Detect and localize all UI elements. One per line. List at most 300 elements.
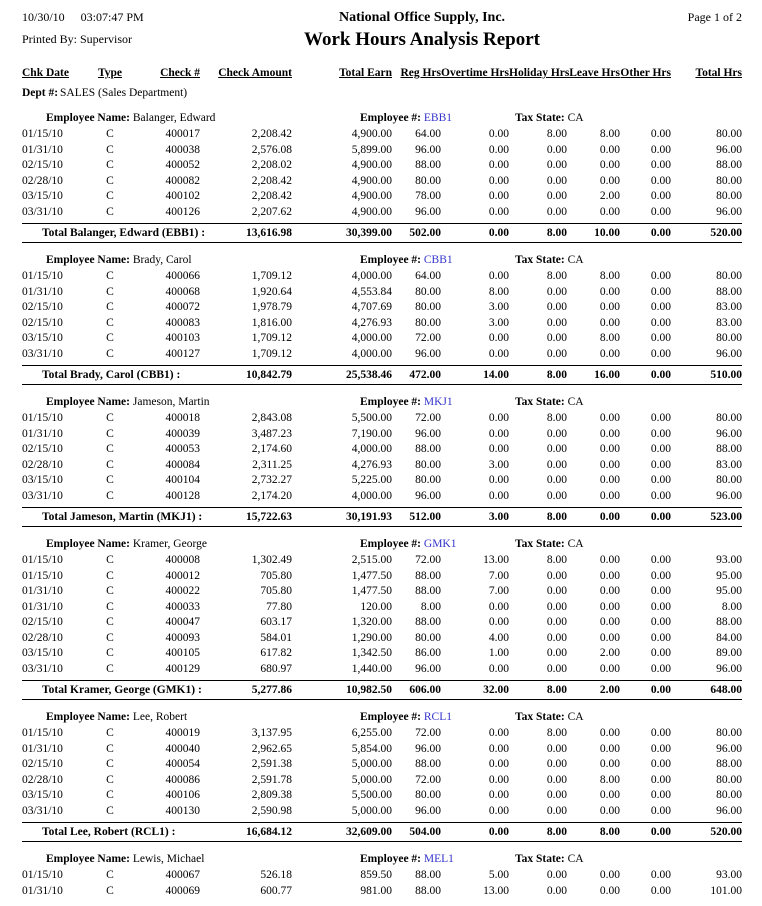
employee-rows — [22, 411, 742, 504]
row-cell: 400033 — [165, 600, 200, 613]
row-cell: 0.00 — [488, 174, 509, 187]
row-cell: 96.00 — [716, 205, 742, 218]
row-cell: 03/31/10 — [22, 205, 63, 218]
employee-total-label: Total Lee, Robert (RCL1) : — [42, 826, 176, 838]
employee-number: Employee #: MEL1 — [360, 853, 454, 865]
row-cell: 93.00 — [716, 869, 742, 881]
row-cell: 96.00 — [415, 489, 441, 502]
row-cell: 400128 — [165, 489, 200, 502]
row-cell: 5.00 — [488, 869, 509, 881]
employee-rows — [22, 127, 742, 220]
column-header-10: Other Hrs — [620, 67, 671, 79]
row-cell: 0.00 — [650, 489, 671, 502]
row-cell: 0.00 — [650, 804, 671, 817]
employees-container — [22, 110, 742, 899]
row-cell: C — [106, 443, 114, 455]
row-cell: 400038 — [165, 143, 200, 156]
row-cell: 03/15/10 — [22, 474, 63, 486]
row-cell: 400093 — [165, 631, 200, 644]
row-cell: 400039 — [165, 427, 200, 440]
row-cell: 0.00 — [599, 159, 620, 171]
row-cell: C — [106, 804, 114, 817]
row-cell: 0.00 — [650, 616, 671, 628]
row-cell: 96.00 — [716, 742, 742, 755]
row-cell: 8.00 — [488, 285, 509, 298]
row-cell: 02/15/10 — [22, 301, 63, 313]
check-row — [22, 300, 742, 316]
row-cell: 0.00 — [546, 316, 567, 329]
employee-total-label: Total Brady, Carol (CBB1) : — [42, 369, 181, 381]
row-cell: 400052 — [165, 159, 200, 171]
row-cell: 93.00 — [716, 554, 742, 566]
row-cell: 5,000.00 — [351, 773, 392, 786]
row-cell: 4,900.00 — [351, 159, 392, 171]
total-cell: 510.00 — [710, 369, 742, 381]
row-cell: 1,320.00 — [351, 616, 392, 628]
check-row — [22, 411, 742, 427]
column-header-8: Holiday Hrs — [509, 67, 570, 79]
row-cell: 02/15/10 — [22, 758, 63, 770]
row-cell: 400127 — [165, 347, 200, 360]
row-cell: 0.00 — [650, 647, 671, 659]
row-cell: 705.80 — [260, 569, 292, 582]
row-cell: 0.00 — [546, 159, 567, 171]
row-cell: 400017 — [165, 128, 200, 140]
row-cell: 8.00 — [546, 554, 567, 566]
row-cell: 77.80 — [266, 600, 292, 613]
row-cell: 0.00 — [488, 270, 509, 282]
row-cell: 96.00 — [415, 804, 441, 817]
row-cell: 96.00 — [415, 143, 441, 156]
row-cell: 0.00 — [599, 662, 620, 675]
row-cell: 1.00 — [488, 647, 509, 659]
row-cell: 03/15/10 — [22, 789, 63, 801]
row-cell: 0.00 — [650, 128, 671, 140]
row-cell: 4,553.84 — [351, 285, 392, 298]
row-cell: 0.00 — [599, 631, 620, 644]
row-cell: 0.00 — [546, 143, 567, 156]
row-cell: 0.00 — [546, 662, 567, 675]
row-cell: 2,962.65 — [251, 742, 292, 755]
row-cell: 0.00 — [488, 159, 509, 171]
row-cell: 0.00 — [488, 332, 509, 344]
row-cell: C — [106, 174, 114, 187]
row-cell: 01/15/10 — [22, 554, 63, 566]
check-row — [22, 804, 742, 820]
row-cell: 0.00 — [546, 804, 567, 817]
row-cell: 400072 — [165, 301, 200, 313]
row-cell: 2,208.42 — [251, 128, 292, 140]
row-cell: 72.00 — [415, 554, 441, 566]
row-cell: 0.00 — [488, 443, 509, 455]
total-cell: 8.00 — [546, 826, 567, 838]
row-cell: 0.00 — [599, 285, 620, 298]
total-cell: 0.00 — [650, 826, 671, 838]
row-cell: 603.17 — [260, 616, 292, 628]
total-cell: 606.00 — [409, 684, 441, 696]
row-cell: 0.00 — [488, 128, 509, 140]
row-cell: 02/15/10 — [22, 316, 63, 329]
row-cell: 400084 — [165, 458, 200, 471]
row-cell: 0.00 — [650, 412, 671, 424]
employee-number: Employee #: RCL1 — [360, 711, 453, 723]
row-cell: 96.00 — [716, 804, 742, 817]
row-cell: 72.00 — [415, 332, 441, 344]
employee-header — [22, 252, 742, 268]
row-cell: 0.00 — [650, 600, 671, 613]
row-cell: 4,000.00 — [351, 332, 392, 344]
row-cell: 8.00 — [599, 332, 620, 344]
row-cell: 0.00 — [488, 205, 509, 218]
row-cell: 2,208.42 — [251, 190, 292, 202]
row-cell: 4,000.00 — [351, 443, 392, 455]
column-header-4: Check Amount — [218, 67, 292, 79]
total-cell: 0.00 — [650, 369, 671, 381]
row-cell: 4.00 — [488, 631, 509, 644]
row-cell: 2,576.08 — [251, 143, 292, 156]
employee-total-row — [22, 822, 742, 842]
row-cell: 80.00 — [716, 190, 742, 202]
row-cell: 0.00 — [650, 773, 671, 786]
row-cell: 02/28/10 — [22, 458, 63, 471]
row-cell: 1,920.64 — [251, 285, 292, 298]
row-cell: 400130 — [165, 804, 200, 817]
row-cell: 02/28/10 — [22, 631, 63, 644]
row-cell: 80.00 — [415, 285, 441, 298]
row-cell: 80.00 — [716, 174, 742, 187]
column-header-3: Check # — [160, 67, 200, 79]
row-cell: C — [106, 884, 114, 897]
row-cell: 0.00 — [488, 489, 509, 502]
row-cell: 0.00 — [546, 458, 567, 471]
total-cell: 8.00 — [546, 684, 567, 696]
row-cell: C — [106, 727, 114, 739]
row-cell: 83.00 — [716, 458, 742, 471]
row-cell: C — [106, 554, 114, 566]
row-cell: 0.00 — [599, 789, 620, 801]
total-cell: 0.00 — [650, 511, 671, 523]
row-cell: 400053 — [165, 443, 200, 455]
total-cell: 3.00 — [488, 511, 509, 523]
row-cell: 400086 — [165, 773, 200, 786]
check-row — [22, 174, 742, 190]
row-cell: 0.00 — [650, 205, 671, 218]
total-cell: 472.00 — [409, 369, 441, 381]
row-cell: 0.00 — [546, 332, 567, 344]
column-header-11: Total Hrs — [695, 67, 742, 79]
report-time: 03:07:47 PM — [80, 10, 144, 24]
total-cell: 16.00 — [594, 369, 620, 381]
row-cell: 1,477.50 — [351, 585, 392, 597]
employee-tax-state: Tax State: CA — [515, 254, 584, 266]
company-name: National Office Supply, Inc. — [338, 10, 506, 25]
check-row — [22, 489, 742, 505]
row-cell: 8.00 — [546, 128, 567, 140]
row-cell: 0.00 — [599, 205, 620, 218]
row-cell: 400047 — [165, 616, 200, 628]
row-cell: 83.00 — [716, 316, 742, 329]
row-cell: 96.00 — [716, 347, 742, 360]
check-row — [22, 868, 742, 884]
row-cell: 88.00 — [415, 585, 441, 597]
row-cell: C — [106, 143, 114, 156]
row-cell: 96.00 — [716, 489, 742, 502]
check-row — [22, 788, 742, 804]
row-cell: 01/15/10 — [22, 270, 63, 282]
employee-tax-state: Tax State: CA — [515, 538, 584, 550]
employee-rows — [22, 269, 742, 362]
row-cell: 0.00 — [546, 585, 567, 597]
row-cell: 88.00 — [415, 443, 441, 455]
row-cell: 88.00 — [415, 616, 441, 628]
row-cell: 101.00 — [710, 884, 742, 897]
row-cell: 72.00 — [415, 727, 441, 739]
row-cell: 2,732.27 — [251, 474, 292, 486]
total-cell: 32,609.00 — [346, 826, 392, 838]
row-cell: 5,500.00 — [351, 789, 392, 801]
row-cell: 72.00 — [415, 412, 441, 424]
row-cell: 64.00 — [415, 128, 441, 140]
employee-name: Employee Name: Kramer, George — [46, 538, 207, 550]
employee-rows — [22, 553, 742, 677]
check-row — [22, 331, 742, 347]
row-cell: 0.00 — [488, 190, 509, 202]
employee-total-row — [22, 680, 742, 700]
row-cell: 0.00 — [650, 347, 671, 360]
check-row — [22, 189, 742, 205]
employee-total-label: Total Jameson, Martin (MKJ1) : — [42, 511, 203, 523]
total-cell: 648.00 — [710, 684, 742, 696]
row-cell: C — [106, 316, 114, 329]
employee-section — [22, 851, 742, 899]
row-cell: 0.00 — [488, 347, 509, 360]
row-cell: 0.00 — [546, 758, 567, 770]
row-cell: 88.00 — [716, 159, 742, 171]
check-row — [22, 458, 742, 474]
row-cell: 01/31/10 — [22, 600, 63, 613]
row-cell: C — [106, 190, 114, 202]
row-cell: 0.00 — [650, 174, 671, 187]
check-row — [22, 553, 742, 569]
check-row — [22, 127, 742, 143]
row-cell: C — [106, 758, 114, 770]
row-cell: 0.00 — [599, 585, 620, 597]
check-row — [22, 285, 742, 301]
row-cell: 03/15/10 — [22, 190, 63, 202]
row-cell: 84.00 — [716, 631, 742, 644]
employee-section — [22, 394, 742, 527]
row-cell: 0.00 — [488, 427, 509, 440]
row-cell: 0.00 — [546, 190, 567, 202]
row-cell: 4,900.00 — [351, 190, 392, 202]
total-cell: 8.00 — [599, 826, 620, 838]
check-row — [22, 427, 742, 443]
total-cell: 0.00 — [650, 684, 671, 696]
column-header-1: Chk Date — [22, 67, 69, 79]
row-cell: 80.00 — [415, 301, 441, 313]
row-cell: 1,978.79 — [251, 301, 292, 313]
row-cell: 0.00 — [488, 789, 509, 801]
row-cell: 88.00 — [415, 884, 441, 897]
row-cell: 4,276.93 — [351, 458, 392, 471]
row-cell: C — [106, 270, 114, 282]
row-cell: 0.00 — [546, 301, 567, 313]
total-cell: 0.00 — [488, 227, 509, 239]
employee-name: Employee Name: Jameson, Martin — [46, 396, 210, 408]
row-cell: 0.00 — [650, 474, 671, 486]
total-cell: 520.00 — [710, 826, 742, 838]
row-cell: 80.00 — [716, 128, 742, 140]
total-cell: 0.00 — [488, 826, 509, 838]
row-cell: 01/31/10 — [22, 585, 63, 597]
column-header-9: Leave Hrs — [569, 67, 620, 79]
check-row — [22, 773, 742, 789]
row-cell: 0.00 — [546, 174, 567, 187]
row-cell: 01/31/10 — [22, 143, 63, 156]
employee-section — [22, 110, 742, 243]
employee-header — [22, 536, 742, 552]
check-row — [22, 662, 742, 678]
row-cell: 96.00 — [415, 427, 441, 440]
total-cell: 25,538.46 — [346, 369, 392, 381]
row-cell: 5,000.00 — [351, 758, 392, 770]
row-cell: 400129 — [165, 662, 200, 675]
row-cell: 78.00 — [415, 190, 441, 202]
total-cell: 0.00 — [599, 511, 620, 523]
total-cell: 0.00 — [650, 227, 671, 239]
row-cell: 01/31/10 — [22, 742, 63, 755]
employee-tax-state: Tax State: CA — [515, 853, 584, 865]
row-cell: 0.00 — [650, 631, 671, 644]
row-cell: 0.00 — [599, 804, 620, 817]
row-cell: 680.97 — [260, 662, 292, 675]
row-cell: 0.00 — [488, 143, 509, 156]
printed-by: Printed By: Supervisor — [22, 32, 132, 46]
page-indicator: Page 1 of 2 — [687, 10, 742, 24]
row-cell: 88.00 — [716, 285, 742, 298]
row-cell: 6,255.00 — [351, 727, 392, 739]
row-cell: 4,707.69 — [351, 301, 392, 313]
row-cell: 01/15/10 — [22, 727, 63, 739]
row-cell: 4,000.00 — [351, 347, 392, 360]
check-row — [22, 600, 742, 616]
row-cell: 5,500.00 — [351, 412, 392, 424]
row-cell: 0.00 — [546, 285, 567, 298]
check-row — [22, 726, 742, 742]
row-cell: 96.00 — [415, 742, 441, 755]
employee-name: Employee Name: Balanger, Edward — [46, 112, 216, 124]
row-cell: 5,899.00 — [351, 143, 392, 156]
row-cell: C — [106, 773, 114, 786]
check-row — [22, 646, 742, 662]
row-cell: C — [106, 662, 114, 675]
row-cell: 0.00 — [546, 427, 567, 440]
row-cell: C — [106, 869, 114, 881]
row-cell: 95.00 — [716, 569, 742, 582]
row-cell: 80.00 — [415, 474, 441, 486]
total-cell: 30,191.93 — [346, 511, 392, 523]
row-cell: 02/28/10 — [22, 174, 63, 187]
row-cell: 400008 — [165, 554, 200, 566]
row-cell: 0.00 — [650, 143, 671, 156]
row-cell: 1,290.00 — [351, 631, 392, 644]
row-cell: 03/31/10 — [22, 347, 63, 360]
row-cell: 3.00 — [488, 458, 509, 471]
row-cell: 400054 — [165, 758, 200, 770]
row-cell: 0.00 — [599, 489, 620, 502]
row-cell: 2,591.78 — [251, 773, 292, 786]
row-cell: 03/31/10 — [22, 489, 63, 502]
row-cell: 0.00 — [488, 773, 509, 786]
employee-header — [22, 851, 742, 867]
row-cell: 2.00 — [599, 190, 620, 202]
row-cell: 80.00 — [716, 270, 742, 282]
row-cell: 2,843.08 — [251, 412, 292, 424]
row-cell: 0.00 — [599, 742, 620, 755]
row-cell: 0.00 — [488, 804, 509, 817]
row-cell: 80.00 — [415, 174, 441, 187]
employee-total-row — [22, 223, 742, 243]
row-cell: C — [106, 412, 114, 424]
row-cell: 01/15/10 — [22, 869, 63, 881]
row-cell: 120.00 — [360, 600, 392, 613]
row-cell: 0.00 — [488, 727, 509, 739]
employee-total-row — [22, 365, 742, 385]
row-cell: 0.00 — [650, 727, 671, 739]
row-cell: 88.00 — [415, 758, 441, 770]
row-cell: 400012 — [165, 569, 200, 582]
row-cell: 03/15/10 — [22, 647, 63, 659]
total-cell: 15,722.63 — [246, 511, 292, 523]
row-cell: 80.00 — [716, 773, 742, 786]
total-cell: 32.00 — [483, 684, 509, 696]
total-cell: 14.00 — [483, 369, 509, 381]
row-cell: 705.80 — [260, 585, 292, 597]
column-header-7: Overtime Hrs — [441, 67, 510, 79]
row-cell: 2,311.25 — [252, 458, 292, 471]
row-cell: 0.00 — [650, 301, 671, 313]
row-cell: 1,342.50 — [351, 647, 392, 659]
row-cell: C — [106, 128, 114, 140]
row-cell: 400102 — [165, 190, 200, 202]
row-cell: 8.00 — [721, 600, 742, 613]
row-cell: 2,591.38 — [251, 758, 292, 770]
report-title: Work Hours Analysis Report — [304, 29, 540, 50]
row-cell: 03/31/10 — [22, 662, 63, 675]
row-cell: 80.00 — [415, 789, 441, 801]
row-cell: 1,440.00 — [351, 662, 392, 675]
row-cell: 01/15/10 — [22, 569, 63, 582]
row-cell: 0.00 — [488, 662, 509, 675]
row-cell: 400104 — [165, 474, 200, 486]
check-row — [22, 442, 742, 458]
row-cell: 0.00 — [650, 869, 671, 881]
employee-total-label: Total Balanger, Edward (EBB1) : — [42, 227, 206, 239]
row-cell: 0.00 — [599, 458, 620, 471]
row-cell: 1,709.12 — [251, 332, 292, 344]
row-cell: 3,487.23 — [251, 427, 292, 440]
row-cell: 0.00 — [650, 742, 671, 755]
total-cell: 504.00 — [409, 826, 441, 838]
row-cell: 400106 — [165, 789, 200, 801]
employee-name: Employee Name: Lewis, Michael — [46, 853, 205, 865]
employee-header — [22, 394, 742, 410]
row-cell: 400022 — [165, 585, 200, 597]
row-cell: 96.00 — [716, 662, 742, 675]
row-cell: 64.00 — [415, 270, 441, 282]
row-cell: 95.00 — [716, 585, 742, 597]
row-cell: 1,709.12 — [251, 270, 292, 282]
